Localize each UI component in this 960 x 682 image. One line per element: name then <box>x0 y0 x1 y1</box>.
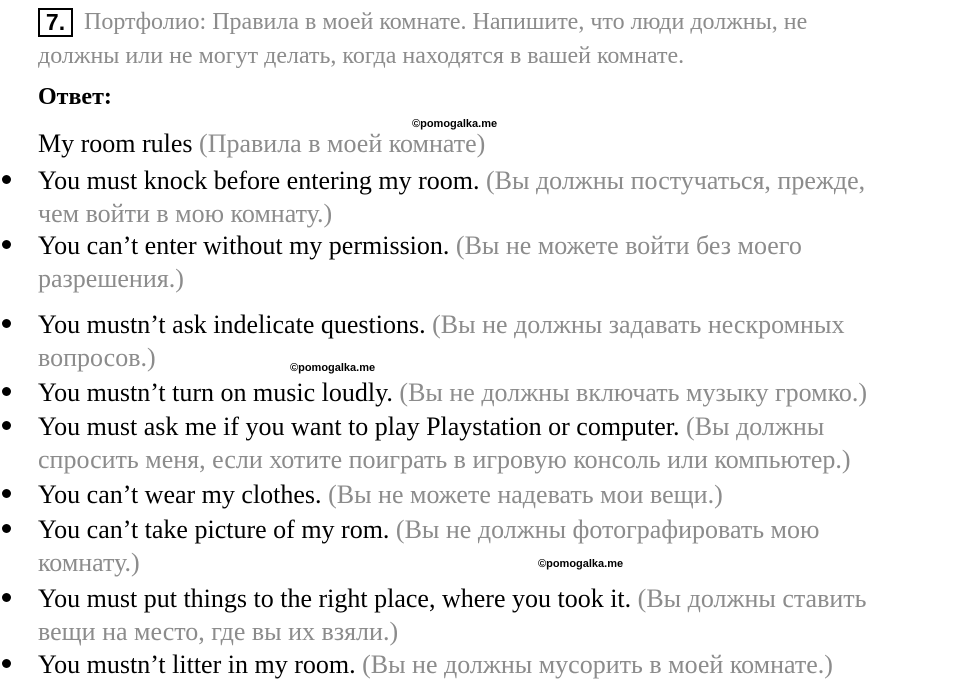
rule-text <box>38 478 958 511</box>
rule-en: You must knock before entering my room. <box>38 166 486 195</box>
bullet-icon <box>2 489 11 498</box>
rule-text <box>38 648 958 681</box>
rule-ru: (Вы должны ставить <box>637 584 867 613</box>
rule-ru-continued: разрешения.) <box>38 264 184 293</box>
rule-en: You can’t take picture of my rom. <box>38 515 396 544</box>
rule-ru: (Вы не должны фотографировать мою <box>395 515 820 544</box>
rule-en: You mustn’t litter in my room. <box>38 650 363 679</box>
rule-ru: (Вы не можете надевать мои вещи.) <box>328 480 723 509</box>
rule-en: You mustn’t ask indelicate questions. <box>38 310 433 339</box>
rule-text <box>38 410 958 476</box>
rule-en: You must ask me if you want to play Playstation or computer. <box>38 412 687 441</box>
rule-ru-continued: вопросов.) <box>38 343 156 372</box>
watermark: ©pomogalka.me <box>290 362 376 374</box>
rule-ru: (Вы не можете войти без моего <box>455 231 802 260</box>
task-text-line1: Портфолио: Правила в моей комнате. Напишите, что люди должны, не <box>84 9 808 35</box>
rules-title-en: My room rules <box>38 129 200 158</box>
rule-ru: (Вы должны постучаться, прежде, <box>485 166 866 195</box>
bullet-icon <box>2 593 11 602</box>
rule-text <box>38 229 958 295</box>
rule-ru: (Вы не должны задавать нескромных <box>432 310 845 339</box>
bullet-icon <box>2 659 11 668</box>
answer-label: Ответ: <box>38 84 112 110</box>
rule-ru: (Вы не должны мусорить в моей комнате.) <box>362 650 833 679</box>
rule-ru-continued: чем войти в мою комнату.) <box>38 199 333 228</box>
task-number: 7. <box>38 8 73 37</box>
bullet-icon <box>2 319 11 328</box>
rule-en: You must put things to the right place, where you took it. <box>38 584 638 613</box>
rule-text <box>38 164 958 230</box>
rule-ru-continued: вещи на место, где вы их взяли.) <box>38 617 399 646</box>
task-text <box>38 5 954 73</box>
watermark: ©pomogalka.me <box>412 118 498 130</box>
rules-title <box>38 128 485 160</box>
bullet-icon <box>2 240 11 249</box>
rule-ru: (Вы должны <box>686 412 825 441</box>
bullet-icon <box>2 387 11 396</box>
rule-text <box>38 376 958 409</box>
rule-text <box>38 513 958 579</box>
rule-ru: (Вы не должны включать музыку громко.) <box>399 378 868 407</box>
bullet-icon <box>2 524 11 533</box>
watermark: ©pomogalka.me <box>538 558 624 570</box>
task-text-line2: должны или не могут делать, когда находятся в вашей комнате. <box>38 43 685 69</box>
rule-en: You mustn’t turn on music loudly. <box>38 378 400 407</box>
rules-title-ru: (Правила в моей комнате) <box>199 129 486 158</box>
rule-ru-continued: комнату.) <box>38 548 140 577</box>
bullet-icon <box>2 421 11 430</box>
rule-en: You can’t wear my clothes. <box>38 480 329 509</box>
rule-en: You can’t enter without my permission. <box>38 231 456 260</box>
rule-ru-continued: спросить меня, если хотите поиграть в игровую консоль или компьютер.) <box>38 445 851 474</box>
rule-text <box>38 308 958 374</box>
rule-text <box>38 582 958 648</box>
bullet-icon <box>2 175 11 184</box>
